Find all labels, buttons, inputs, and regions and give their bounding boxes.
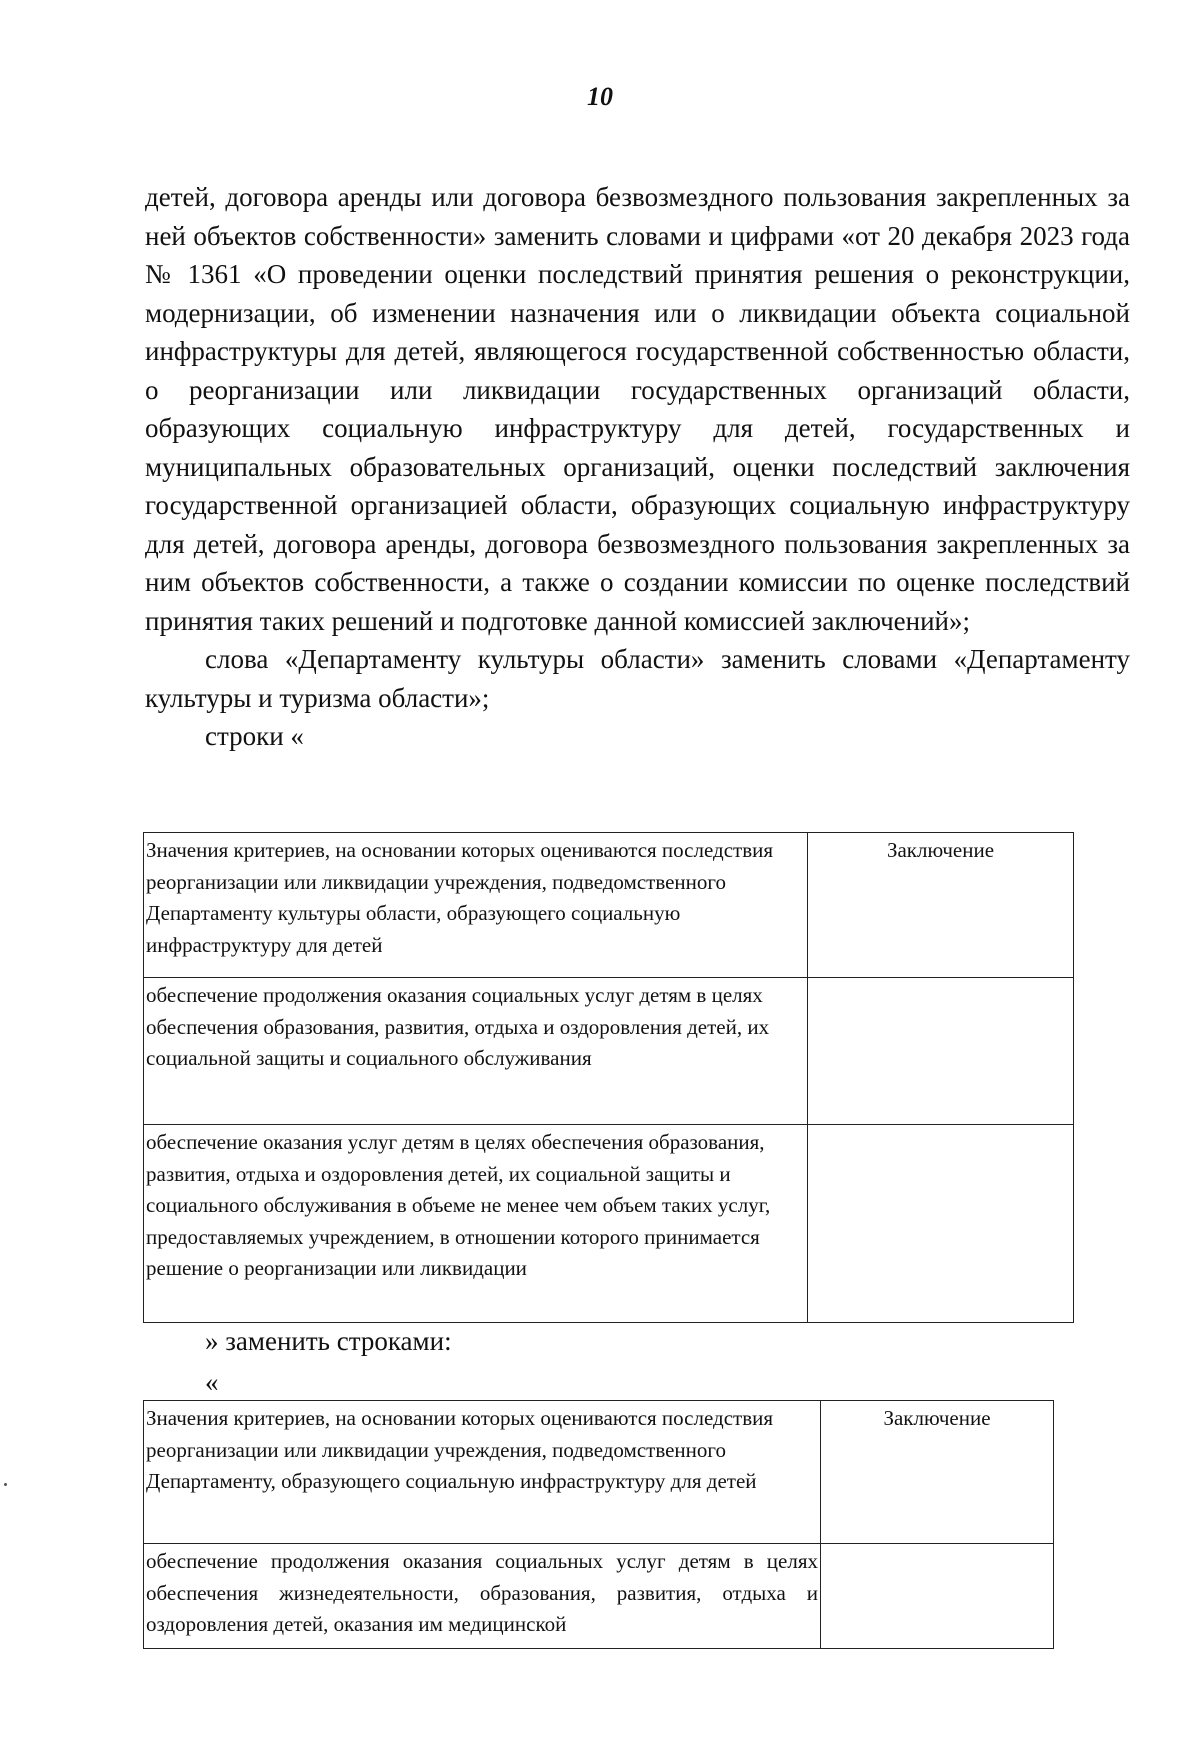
paragraph-rows-intro: строки «: [205, 721, 304, 751]
table-new-rows: [143, 1400, 1054, 1649]
paragraph-amendment-department: слова «Департаменту культуры области» заменить словами «Департаменту культуры и туризма области»;: [145, 644, 1130, 713]
scan-speck: [4, 1483, 7, 1486]
table-old-row1-conclusion: [808, 978, 1074, 1125]
page-number: 10: [587, 82, 613, 111]
table-row: [144, 1544, 1054, 1649]
paragraph-amendment-decree: детей, договора аренды или договора безвозмездного пользования закрепленных за ней объектов собственности» заменить словами и цифрами «от 20 декабря 2023 года № 1361 «О проведении оценки последствий принятия решения о реконструкции, модернизации, об изменении назначения или о ликвидации объекта социальной инфраструктуры для детей, являющегося государственной собственностью области, о реорганизации или ликвидации государственных организаций области, образующих социальную инфраструктуру для детей, государственных и муниципальных образовательных организаций, оценки последствий заключения государственной организацией области, образующих социальную инфраструктуру для детей, договора аренды, договора безвозмездного пользования закрепленных за ним объектов собственности, а также о создании комиссии по оценке последствий принятия таких решений и подготовке данной комиссией заключений»;: [145, 182, 1130, 636]
table-new-row1-criteria: обеспечение продолжения оказания социальных услуг детям в целях обеспечения жизнедеятельности, образования, развития, отдыха и оздоровления детей, оказания им медицинской: [144, 1544, 821, 1649]
replace-with-rows-text: » заменить строками:: [205, 1326, 452, 1356]
table-old-row1-criteria: обеспечение продолжения оказания социальных услуг детям в целях обеспечения образования, развития, отдыха и оздоровления детей, их социальной защиты и социального обслуживания: [144, 978, 808, 1125]
table-old-row2-conclusion: [808, 1125, 1074, 1323]
table-new-row1-conclusion: [821, 1544, 1054, 1649]
table-row: [144, 978, 1074, 1125]
table-old-rows: [143, 832, 1074, 1323]
table-old-row2-criteria: обеспечение оказания услуг детям в целях обеспечения образования, развития, отдыха и оздоровления детей, их социальной защиты и социального обслуживания в объеме не менее чем объем таких услуг, предоставляемых учреждением, в отношении которого принимается решение о реорганизации или ликвидации: [144, 1125, 808, 1323]
table-new-header-criteria: Значения критериев, на основании которых оцениваются последствия реорганизации или ликвидации учреждения, подведомственного Департаменту, образующего социальную инфраструктуру для детей: [144, 1401, 821, 1544]
table-old-header-row: [144, 833, 1074, 978]
table-new-header-row: [144, 1401, 1054, 1544]
document-body: [145, 178, 1130, 756]
table-new-header-conclusion: Заключение: [821, 1401, 1054, 1544]
table-row: [144, 1125, 1074, 1323]
table-old-header-criteria: Значения критериев, на основании которых оцениваются последствия реорганизации или ликвидации учреждения, подведомственного Департаменту культуры области, образующего социальную инфраструктуру для детей: [144, 833, 808, 978]
table-old-header-conclusion: Заключение: [808, 833, 1074, 978]
opening-quote-mark: «: [205, 1367, 219, 1397]
